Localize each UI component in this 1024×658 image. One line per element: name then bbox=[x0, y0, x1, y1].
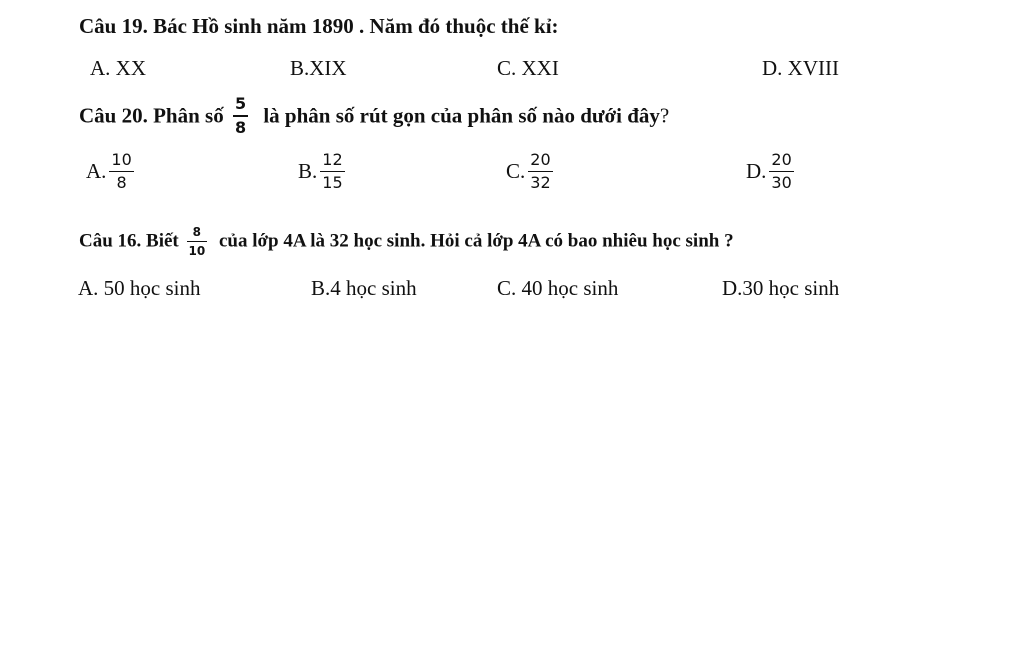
q16-option-c: C. 40 học sinh bbox=[497, 276, 619, 300]
q16-stem-after: của lớp 4A là 32 học sinh. Hỏi cả lớp 4A có bao nhiêu học sinh ? bbox=[218, 230, 734, 252]
q20-option-b-denominator: 15 bbox=[322, 173, 343, 192]
q20-option-b-numerator: 12 bbox=[320, 152, 344, 172]
question-19-stem: Câu 19. Bác Hồ sinh năm 1890 . Năm đó thuộc thế kỉ: bbox=[79, 14, 559, 38]
q20-stem-before: Câu 20. Phân số bbox=[79, 103, 224, 128]
q20-option-d bbox=[746, 152, 802, 191]
q20-option-d-label: D. bbox=[746, 159, 767, 183]
q19-option-d: D. XVIII bbox=[762, 56, 839, 80]
q16-option-d: D.30 học sinh bbox=[722, 276, 840, 300]
q20-option-b-fraction bbox=[320, 152, 344, 191]
q20-stem-after: là phân số rút gọn của phân số nào dưới đây bbox=[263, 103, 660, 128]
q20-option-c-denominator: 32 bbox=[530, 173, 551, 192]
q20-option-a-label: A. bbox=[86, 159, 107, 183]
q16-stem-numerator: 8 bbox=[187, 226, 208, 242]
q20-option-d-numerator: 20 bbox=[769, 152, 793, 172]
q20-option-a-denominator: 8 bbox=[116, 173, 127, 192]
q20-option-c bbox=[506, 152, 561, 191]
q20-option-b bbox=[298, 152, 353, 191]
q20-option-c-fraction bbox=[528, 152, 552, 191]
q20-question-mark: ? bbox=[659, 103, 670, 128]
q16-stem-before: Câu 16. Biết bbox=[79, 230, 179, 252]
q20-option-a bbox=[86, 152, 142, 191]
q20-stem-fraction bbox=[233, 96, 248, 136]
q16-stem-fraction bbox=[187, 226, 208, 257]
q20-option-d-denominator: 30 bbox=[771, 173, 792, 192]
q19-option-c: C. XXI bbox=[497, 56, 559, 80]
question-16-stem bbox=[79, 226, 734, 257]
q16-option-b: B.4 học sinh bbox=[311, 276, 417, 300]
q20-option-b-label: B. bbox=[298, 159, 318, 183]
q20-option-a-numerator: 10 bbox=[109, 152, 133, 172]
q19-option-b: B.XIX bbox=[290, 56, 347, 80]
q20-stem-denominator: 8 bbox=[234, 118, 247, 137]
q19-option-a: A. XX bbox=[90, 56, 146, 80]
question-20-stem bbox=[79, 96, 669, 136]
q16-option-a: A. 50 học sinh bbox=[78, 276, 201, 300]
q20-option-a-fraction bbox=[109, 152, 133, 191]
q16-stem-denominator: 10 bbox=[188, 244, 206, 258]
q20-option-c-label: C. bbox=[506, 159, 526, 183]
q20-option-d-fraction bbox=[769, 152, 793, 191]
q20-option-c-numerator: 20 bbox=[528, 152, 552, 172]
q20-stem-numerator: 5 bbox=[233, 96, 248, 117]
